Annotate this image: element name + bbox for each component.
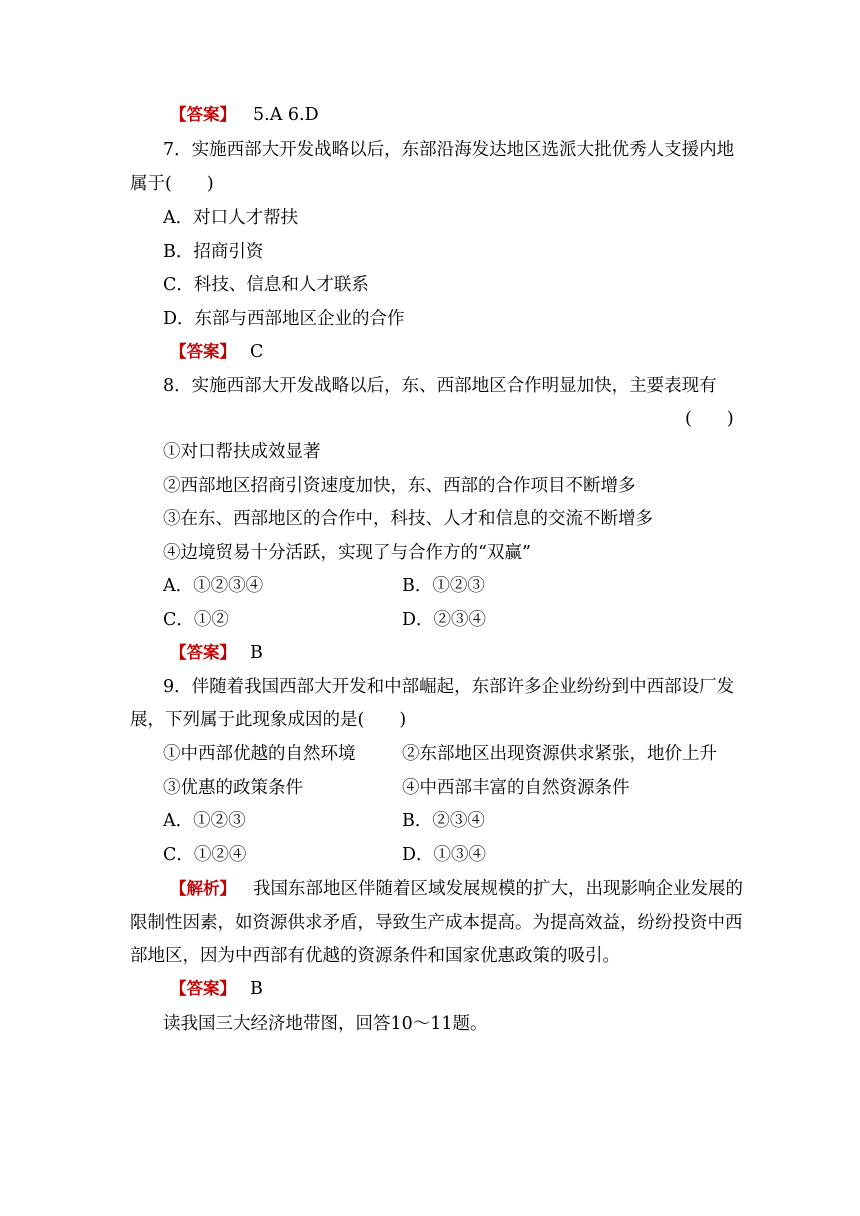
question-9-analysis-2: 限制性因素，如资源供求矛盾，导致生产成本提高。为提高效益，纷纷投资中西 (130, 913, 743, 933)
answer-tag: 【答案】 (170, 643, 236, 662)
question-7-option-a: A．对口人才帮扶 (163, 208, 299, 228)
question-9-options-ab: A．①②③ B．②③④ (163, 811, 485, 831)
answer-text: B (250, 643, 263, 663)
question-8-options-ab: A．①②③④ B．①②③ (163, 576, 485, 596)
answer-tag: 【答案】 (170, 979, 236, 998)
question-9-analysis-1: 【解析】 我国东部地区伴随着区域发展规模的扩大，出现影响企业发展的 (0, 872, 860, 906)
answer-text: B (250, 979, 263, 999)
question-8-options-cd: C．①② D．②③④ (163, 610, 487, 630)
question-9-options-cd: C．①②④ D．①③④ (163, 845, 487, 865)
question-8-stem: 8．实施西部大开发战略以后，东、西部地区合作明显加快，主要表现有 (163, 376, 717, 396)
question-9-analysis-3: 部地区，因为中西部有优越的资源条件和国家优惠政策的吸引。 (130, 946, 620, 966)
question-8-item-3: ③在东、西部地区的合作中，科技、人才和信息的交流不断增多 (163, 509, 653, 529)
question-8-item-1: ①对口帮扶成效显著 (163, 442, 321, 462)
question-8-item-2: ②西部地区招商引资速度加快，东、西部的合作项目不断增多 (163, 476, 636, 496)
question-7-stem-cont: 属于( ) (130, 174, 214, 194)
answer-blank: ( ) (685, 409, 734, 429)
question-7-option-d: D．东部与西部地区企业的合作 (163, 309, 405, 329)
answer-tag: 【答案】 (170, 105, 236, 124)
next-questions-intro: 读我国三大经济地带图，回答10～11题。 (163, 1014, 488, 1034)
answer-line-5-6 (0, 98, 860, 132)
question-9-items-12: ①中西部优越的自然环境 ②东部地区出现资源供求紧张，地价上升 (163, 744, 717, 764)
question-7-stem: 7．实施西部大开发战略以后，东部沿海发达地区选派大批优秀人支援内地 (163, 140, 735, 160)
analysis-tag: 【解析】 (170, 879, 236, 898)
question-9-items-34: ③优惠的政策条件 ④中西部丰富的自然资源条件 (163, 778, 630, 798)
question-7-option-b: B．招商引资 (163, 242, 264, 262)
question-7-option-c: C．科技、信息和人才联系 (163, 275, 369, 295)
answer-text: 5.A 6.D (253, 105, 319, 125)
question-8-paren-line (0, 402, 860, 436)
question-8-item-4: ④边境贸易十分活跃，实现了与合作方的“双赢” (163, 543, 531, 563)
answer-tag: 【答案】 (170, 342, 236, 361)
answer-text: C (250, 342, 264, 362)
question-7-answer (0, 335, 860, 369)
question-9-answer (0, 972, 860, 1006)
question-8-answer (0, 636, 860, 670)
question-9-stem-cont: 展，下列属于此现象成因的是( ) (130, 710, 407, 730)
question-9-stem: 9．伴随着我国西部大开发和中部崛起，东部许多企业纷纷到中西部设厂发 (163, 677, 735, 697)
